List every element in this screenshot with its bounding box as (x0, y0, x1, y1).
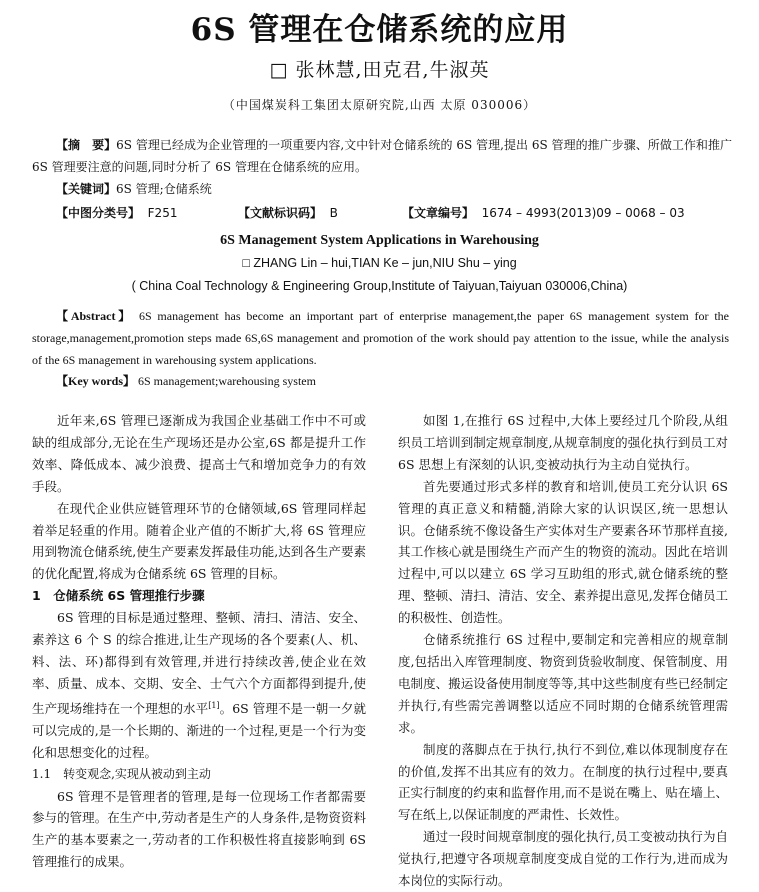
english-affiliation: ( China Coal Technology & Engineering Group,Institute of Taiyuan,Taiyuan 030006,China) (131, 279, 628, 293)
subsection-heading: 1.1 转变观念,实现从被动到主动 (32, 766, 211, 781)
abstract-en-text: 6S management has become an important part of enterprise management,the paper 6S management system for the storage,management,promotion steps made 6S,6S management and promotion of the work should pay attention to the issue, while the analysis of the 6S management in warehousing system applications. (32, 309, 730, 367)
keywords-en-label: 【Key words】 (56, 374, 135, 388)
right-column (398, 410, 728, 892)
body-paragraph: 首先要通过形式多样的教育和培训,使员工充分认识 6S 管理的真正意义和精髓,消除大家的认识误区,统一思想认识。仓储系统不像设备生产实体对生产要素各环节那样直接,其工作核心就是围绕生产而产生的物资的流动。因此在培训过程中,可以以建立 6S 学习互助组的形式,就仓储系统的整理、整顿、清扫、清洁、安全、素养提出意见,发挥仓储员工的积极性、创造性。 (398, 478, 728, 626)
clc-value: F251 (147, 206, 178, 220)
body-paragraph: 如图 1,在推行 6S 过程中,大体上要经过几个阶段,从组织员工培训到制定规章制度,从规章制度的强化执行到员工对 6S 思想上有深刻的认识,变被动执行为主动自觉执行。 (398, 413, 728, 472)
keywords-cn (56, 180, 212, 197)
english-authors: □ ZHANG Lin – hui,TIAN Ke – jun,NIU Shu – ying (242, 256, 517, 270)
abstract-cn (32, 134, 732, 178)
abstract-en (32, 305, 729, 371)
abstract-en-label: 【Abstract】 (56, 309, 134, 323)
body-paragraph: 通过一段时间规章制度的强化执行,员工变被动执行为自觉执行,把遵守各项规章制度变成自觉的工作行为,进而成为本岗位的实际行动。 (398, 829, 728, 889)
section-heading: 1 仓储系统 6S 管理推行步骤 (32, 588, 205, 604)
doc-code-value: B (329, 206, 338, 220)
body-paragraph: 6S 管理不是管理者的管理,是每一位现场工作者都需要参与的管理。在生产中,劳动者是生产的人身条件,是物资资料生产的基本要素之一,劳动者的工作积极性将直接影响到 6S 管理推行的成果。 (32, 788, 366, 870)
clc-label: 【中图分类号】 (56, 206, 141, 220)
english-title: 6S Management System Applications in Warehousing (220, 233, 539, 248)
doc-code-label: 【文献标识码】 (238, 206, 323, 220)
article-number-label: 【文章编号】 (402, 206, 475, 220)
body-paragraph: 制度的落脚点在于执行,执行不到位,难以体现制度存在的价值,发挥不出其应有的效力。在制度的执行过程中,要真正实行制度的约束和监督作用,而不是说在嘴上、贴在墙上、写在纸上,以保证制度的严肃性、长效性。 (398, 741, 728, 823)
paper-affiliation: （中国煤炭科工集团太原研究院,山西 太原 030006） (222, 98, 537, 112)
keywords-en-text: 6S management;warehousing system (138, 374, 316, 388)
body-paragraph: 仓储系统推行 6S 过程中,要制定和完善相应的规章制度,包括出入库管理制度、物资到货验收制度、保管制度、用电制度、搬运设备使用制度等等,其中这些制度有些已经制定并执行,有些需完善调整以适应不同时期的仓储系统管理需求。 (398, 632, 728, 735)
body-paragraph: 近年来,6S 管理已逐渐成为我国企业基础工作中不可或缺的组成部分,无论在生产现场还是办公室,6S 都是提升工作效率、降低成本、减少浪费、提高士气和增加竞争力的有效手段。 (32, 413, 366, 494)
abstract-cn-text: 6S 管理已经成为企业管理的一项重要内容,文中针对仓储系统的 6S 管理,提出 6S 管理的推广步骤、所做工作和推广 6S 管理要注意的问题,同时分析了 6S 管理在仓储系统的应用。 (32, 138, 732, 174)
body-text: 。6S 管理不是一朝一夕就可以完成的,是一个长期的、渐进的一个过程,更是一个行为变化和思想变化的过程。 (32, 700, 366, 760)
keywords-cn-label: 【关键词】 (56, 182, 117, 196)
body-text: 6S 管理的目标是通过整理、整顿、清扫、清洁、安全、素养这 6 个 S 的综合推进,让生产现场的各个要素(人、机、料、法、环)都得到有效管理,并进行持续改善,使企业在效率、质量、成本、交期、安全、士气六个方面都得到提升,使生产现场维持在一个理想的水平 (32, 610, 366, 716)
citation-ref: [1] (208, 700, 220, 710)
keywords-en (56, 372, 316, 389)
article-number-value: 1674 – 4993(2013)09 – 0068 – 03 (481, 206, 685, 220)
abstract-cn-label: 【摘 要】 (56, 138, 117, 152)
left-column (32, 410, 366, 873)
paper-authors: □ 张林慧,田克君,牛淑英 (269, 59, 490, 81)
body-paragraph (32, 607, 366, 764)
keywords-cn-text: 6S 管理;仓储系统 (116, 182, 212, 196)
body-paragraph: 在现代企业供应链管理环节的仓储领域,6S 管理同样起着举足轻重的作用。随着企业产值的不断扩大,将 6S 管理应用到物流仓储系统,使生产要素发挥最佳功能,达到各生产要素的优化配置,将成为仓储系统 6S 管理的目标。 (32, 500, 366, 582)
paper-title: 6S 管理在仓储系统的应用 (190, 12, 569, 48)
